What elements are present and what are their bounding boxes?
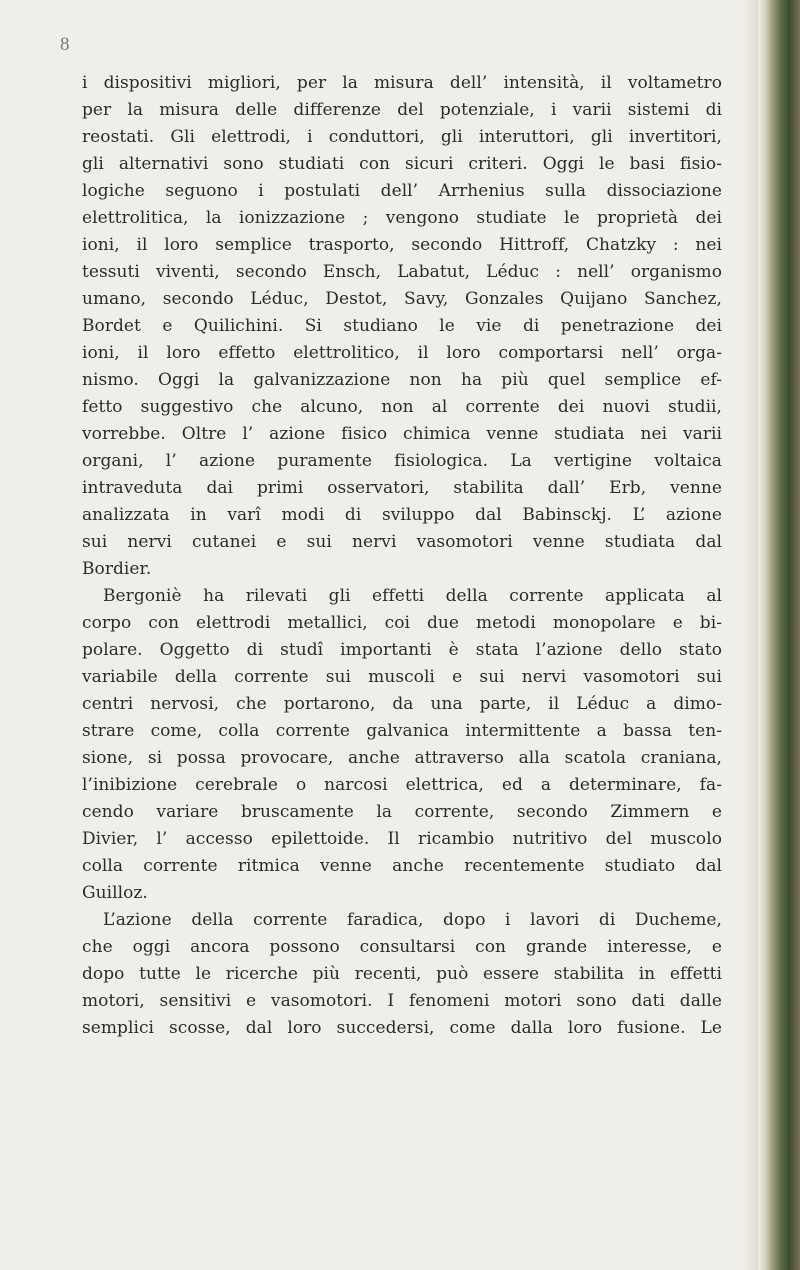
text-line: gli alternativi sono studiati con sicuri criteri. Oggi le basi fisio- [82,154,722,174]
text-line: i dispositivi migliori, per la misura dell’ intensità, il voltametro [82,73,722,93]
text-line: che oggi ancora possono consultarsi con grande interesse, e [82,937,722,957]
text-line: vorrebbe. Oltre l’ azione fisico chimica venne studiata nei varii [82,424,722,444]
text-line: L’azione della corrente faradica, dopo i lavori di Ducheme, [103,910,722,930]
text-line: variabile della corrente sui muscoli e sui nervi vasomotori sui [82,667,722,687]
text-line: motori, sensitivi e vasomotori. I fenomeni motori sono dati dalle [82,991,722,1011]
text-line: elettrolitica, la ionizzazione ; vengono studiate le proprietà dei [82,208,722,228]
text-line: Bordet e Quilichini. Si studiano le vie di penetrazione dei [82,316,722,336]
text-line: Bergoniè ha rilevati gli effetti della corrente applicata al [103,586,722,606]
text-line: corpo con elettrodi metallici, coi due metodi monopolare e bi- [82,613,722,633]
text-line: centri nervosi, che portarono, da una parte, il Léduc a dimo- [82,694,722,714]
text-line: per la misura delle differenze del potenziale, i varii sistemi di [82,100,722,120]
text-line: umano, secondo Léduc, Destot, Savy, Gonzales Quijano Sanchez, [82,289,722,309]
text-line: nismo. Oggi la galvanizzazione non ha più quel semplice ef- [82,370,722,390]
text-line: sui nervi cutanei e sui nervi vasomotori venne studiata dal [82,532,722,552]
text-line: fetto suggestivo che alcuno, non al corrente dei nuovi studii, [82,397,722,417]
text-line: dopo tutte le ricerche più recenti, può essere stabilita in effetti [82,964,722,984]
text-line: Bordier. [82,559,152,579]
text-line: intraveduta dai primi osservatori, stabilita dall’ Erb, venne [82,478,722,498]
text-line: Divier, l’ accesso epilettoide. Il ricambio nutritivo del muscolo [82,829,722,849]
text-line: organi, l’ azione puramente fisiologica. La vertigine voltaica [82,451,722,471]
page-number: 8 [60,34,70,55]
text-line: cendo variare bruscamente la corrente, secondo Zimmern e [82,802,722,822]
text-line: colla corrente ritmica venne anche recentemente studiato dal [82,856,722,876]
text-line: Guilloz. [82,883,148,903]
text-line: semplici scosse, dal loro succedersi, come dalla loro fusione. Le [82,1018,722,1038]
text-line: ioni, il loro effetto elettrolitico, il loro comportarsi nell’ orga- [82,343,722,363]
text-line: analizzata in varî modi di sviluppo dal Babinsckj. L’ azione [82,505,722,525]
text-line: tessuti viventi, secondo Ensch, Labatut, Léduc : nell’ organismo [82,262,722,282]
text-line: polare. Oggetto di studî importanti è stata l’azione dello stato [82,640,722,660]
binding-shadow [744,0,758,1270]
text-line: ioni, il loro semplice trasporto, secondo Hittroff, Chatzky : nei [82,235,722,255]
body-text [82,70,722,1042]
text-line: reostati. Gli elettrodi, i conduttori, gli interuttori, gli invertitori, [82,127,722,147]
book-binding-edge [758,0,800,1270]
text-line: strare come, colla corrente galvanica intermittente a bassa ten- [82,721,722,741]
text-line: l’inibizione cerebrale o narcosi elettrica, ed a determinare, fa- [82,775,722,795]
text-line: logiche seguono i postulati dell’ Arrhenius sulla dissociazione [82,181,722,201]
text-line: sione, si possa provocare, anche attraverso alla scatola craniana, [82,748,722,768]
